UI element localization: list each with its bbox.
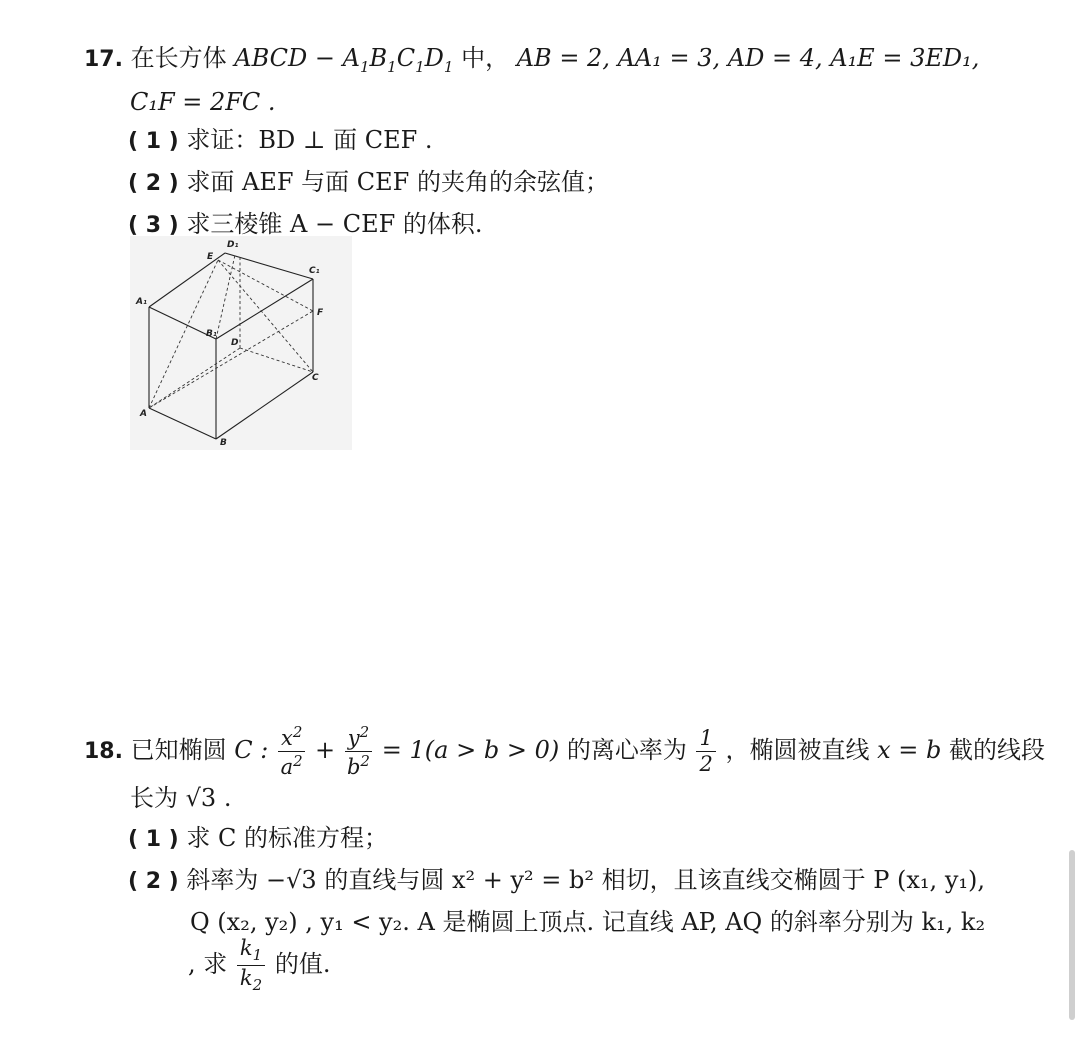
q17-part-3-label: ( 3 ) xyxy=(128,213,179,238)
label-b1: B₁ xyxy=(206,329,217,339)
q18-line-2: 长为 √3 . xyxy=(130,784,232,812)
hidden-d-c xyxy=(240,348,313,372)
q18-part-2-text-a: 斜率为 −√3 的直线与圆 x² + y² = b² 相切，且该直线交椭圆于 P (x₁, y₁), xyxy=(186,866,985,894)
q17-intro: 在长方体 xyxy=(130,44,227,72)
q17-part-1 xyxy=(128,124,433,158)
line-e-c xyxy=(218,260,313,372)
label-e: E xyxy=(207,252,214,262)
q18-part-2-b: Q (x₂, y₂) , y₁ < y₂. A 是椭圆上顶点. 记直线 AP, AQ 的斜率分别为 k₁, k₂ xyxy=(190,908,986,936)
q17-part-2 xyxy=(128,166,609,200)
q17-part-1-label: ( 1 ) xyxy=(128,129,179,154)
q18-text-4: 截的线段 xyxy=(949,736,1046,764)
label-d1: D₁ xyxy=(227,240,239,250)
q18-text-3: ，椭圆被直线 xyxy=(725,736,870,764)
hidden-d-a xyxy=(149,348,240,408)
edge-a1-d1top xyxy=(149,253,225,307)
q17-mid: 中， xyxy=(461,44,510,72)
q18-part-2-text-c-pre: , 求 xyxy=(188,950,228,979)
q18-part-1-label: ( 1 ) xyxy=(128,827,179,852)
q17-part-2-label: ( 2 ) xyxy=(128,171,179,196)
q18-eccentricity: $\frac{1}{2}$ xyxy=(696,728,715,775)
q18-part-1 xyxy=(128,822,388,856)
q18-part-1-text: 求 C 的标准方程； xyxy=(186,824,389,852)
edge-d1-c1 xyxy=(225,253,313,279)
label-a1: A₁ xyxy=(136,297,147,307)
q17-solid: ABCD − $A_1B_1C_1D_1$ xyxy=(234,44,454,76)
q17-part-2-text: 求面 AEF 与面 CEF 的夹角的余弦值； xyxy=(186,168,609,196)
q17-number: 17. xyxy=(84,47,123,72)
edge-b1-c1 xyxy=(216,279,313,339)
q18-text-2: 的离心率为 xyxy=(566,736,687,764)
q18-line-1 xyxy=(84,722,1045,778)
scrollbar[interactable] xyxy=(1069,850,1075,1020)
q18-part-2-text-c-post: 的值. xyxy=(274,950,331,979)
q18-k-ratio: $\frac{k_1}{k_2}$ xyxy=(237,938,265,993)
q18-text-1: 已知椭圆 xyxy=(130,736,227,764)
q18-ellipse-eq: C : $\frac{x^2}{a^2}$ + $\frac{y^2}{b^2}$ = 1(a > b > 0) xyxy=(234,723,567,779)
cuboid-figure xyxy=(130,236,352,450)
q17-conditions: AB = 2, AA₁ = 3, AD = 4, A₁E = 3ED₁, xyxy=(516,44,980,72)
edge-b-c xyxy=(216,372,313,439)
edge-a-b xyxy=(149,408,216,439)
q17-line-2: C₁F = 2FC . xyxy=(130,88,276,116)
label-c: C xyxy=(312,373,319,383)
q18-line-eq: x = b xyxy=(877,736,942,764)
q17-part-1-text: 求证：BD ⊥ 面 CEF . xyxy=(186,126,433,154)
label-f: F xyxy=(317,308,324,318)
q17-part-3-text: 求三棱锥 A − CEF 的体积. xyxy=(186,210,483,238)
line-a-f xyxy=(149,311,313,408)
label-b: B xyxy=(220,438,227,448)
q18-part-2-label: ( 2 ) xyxy=(128,869,179,894)
q17-line-1 xyxy=(84,42,979,83)
q18-part-2-c xyxy=(188,936,331,995)
q18-number: 18. xyxy=(84,739,123,764)
label-a: A xyxy=(140,409,147,419)
line-b1-d1 xyxy=(216,255,235,339)
label-d: D xyxy=(231,338,239,348)
q18-part-2-a xyxy=(128,864,985,898)
label-c1: C₁ xyxy=(309,266,320,276)
